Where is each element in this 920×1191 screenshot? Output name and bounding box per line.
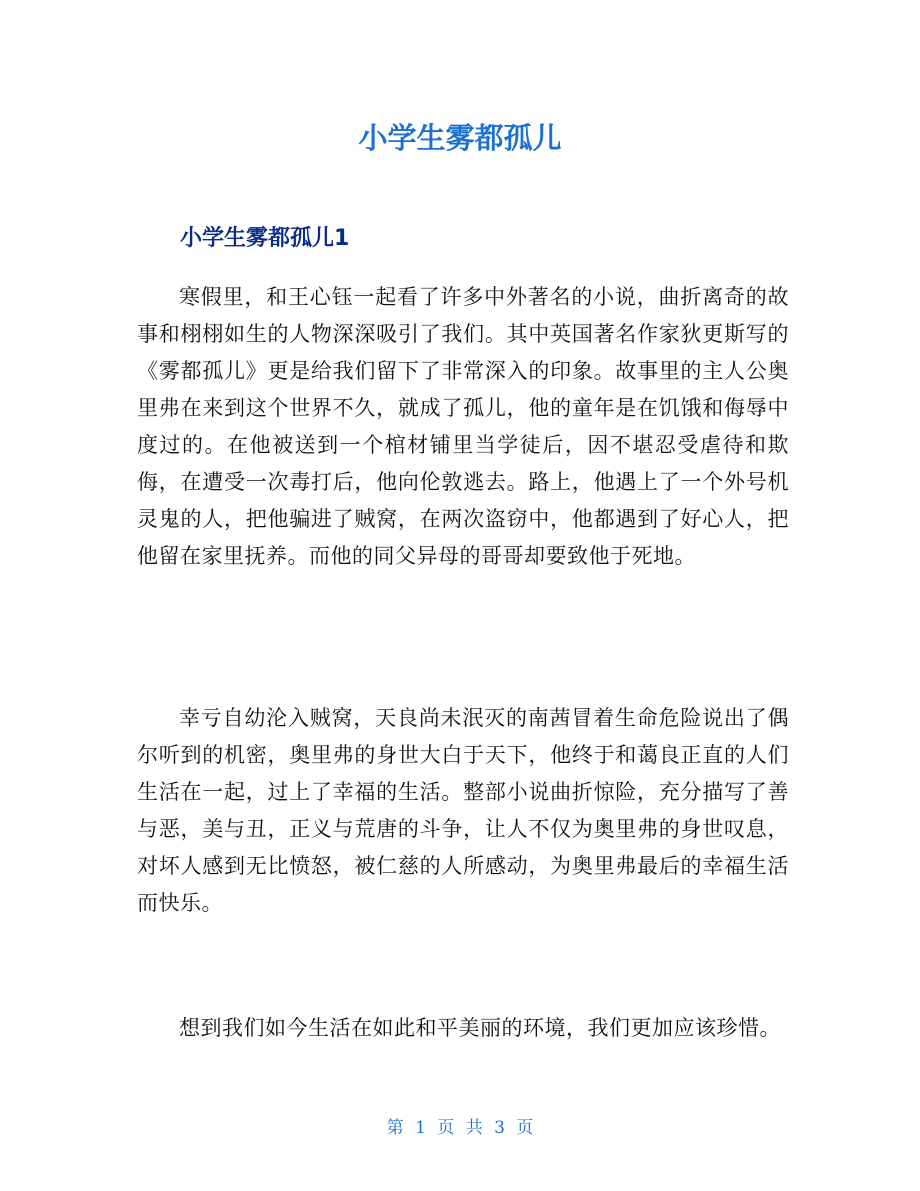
page-footer: 第 1 页 共 3 页 bbox=[386, 1118, 534, 1138]
body-paragraph-2: 幸亏自幼沦入贼窝，天良尚未泯灭的南茜冒着生命危险说出了偶尔听到的机密，奥里弗的身世大白于天下，他终于和蔼良正直的人们生活在一起，过上了幸福的生活。整部小说曲折惊险，充分描写了善与恶，美与丑，正义与荒唐的斗争，让人不仅为奥里弗的身世叹息，对坏人感到无比愤怒，被仁慈的人所感动，为奥里弗最后的幸福生活而快乐。 bbox=[137, 706, 789, 915]
section-heading: 小学生雾都孤儿1 bbox=[180, 226, 350, 251]
page-title: 小学生雾都孤儿 bbox=[358, 121, 562, 155]
body-paragraph-1: 寒假里，和王心钰一起看了许多中外著名的小说，曲折离奇的故事和栩栩如生的人物深深吸引了我们。其中英国著名作家狄更斯写的《雾都孤儿》更是给我们留下了非常深入的印象。故事里的主人公奥里弗在来到这个世界不久，就成了孤儿，他的童年是在饥饿和侮辱中度过的。在他被送到一个棺材铺里当学徒后，因不堪忍受虐待和欺侮，在遭受一次毒打后，他向伦敦逃去。路上，他遇上了一个外号机灵鬼的人，把他骗进了贼窝，在两次盗窃中，他都遇到了好心人，把他留在家里抚养。而他的同父异母的哥哥却要致他于死地。 bbox=[137, 285, 789, 568]
body-paragraph-3: 想到我们如今生活在如此和平美丽的环境，我们更加应该珍惜。 bbox=[179, 1016, 781, 1040]
